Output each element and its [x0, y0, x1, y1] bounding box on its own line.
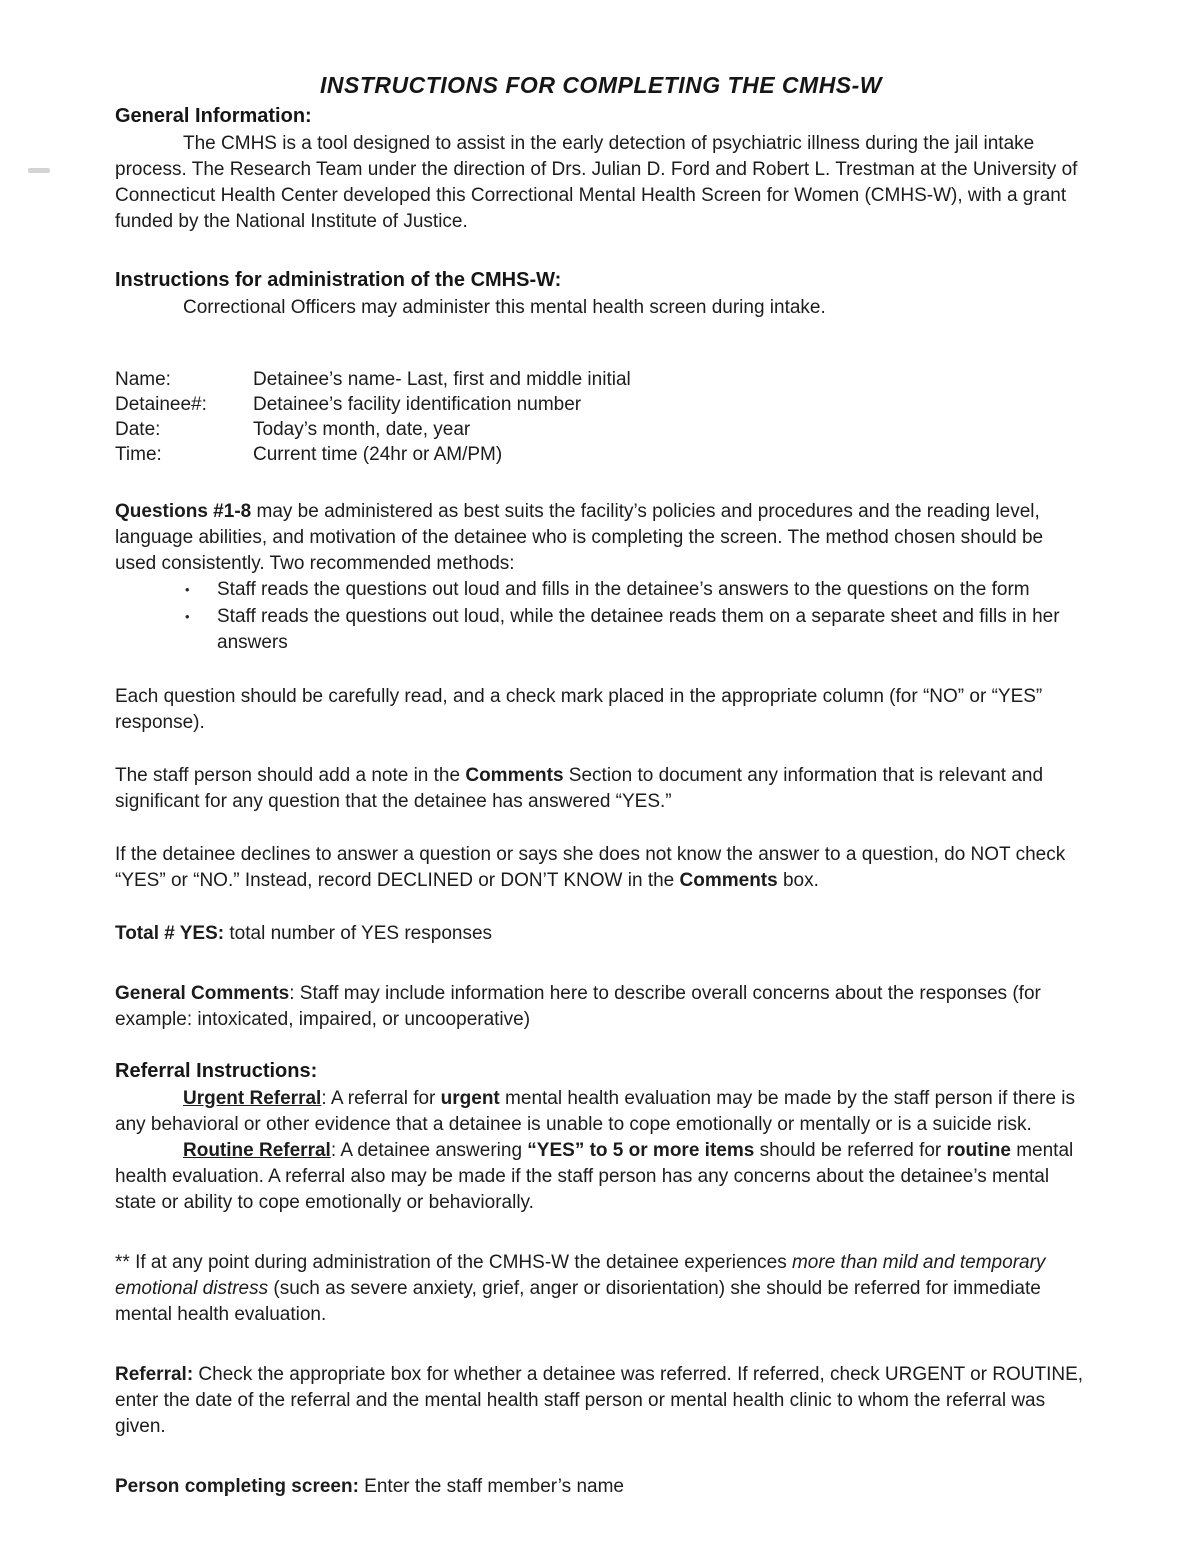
text-run: Total # YES:: [115, 923, 225, 944]
field-label: Date:: [115, 419, 161, 440]
text-run: box.: [777, 870, 819, 891]
field-description: Detainee’s name- Last, first and middle initial: [253, 369, 631, 390]
text-run: should be referred for: [754, 1140, 947, 1161]
text-run: : A detainee answering: [330, 1140, 528, 1161]
text-run: Comments: [679, 870, 778, 891]
text-run: Comments: [465, 765, 564, 786]
paragraph-general-information: The CMHS is a tool designed to assist in the early detection of psychiatric illness during the jail intake process. The Research Team under the direction of Drs. Julian D. Ford and Robert L. Trestman at the University of Connecticut Health Center developed this Correctional Mental Health Screen for Women (CMHS-W), with a grant funded by the National Institute of Justice.: [115, 133, 1078, 232]
text-run: more than mild and temporary emotional distress: [115, 1252, 1046, 1299]
text-run: total number of YES responses: [224, 923, 493, 944]
text-run: Section to document any information that is relevant and significant for any question that the detainee has answered “YES.”: [115, 765, 1044, 812]
paragraph-distress-note: [115, 1250, 1087, 1328]
document-title: INSTRUCTIONS FOR COMPLETING THE CMHS-W: [319, 72, 883, 98]
text-run: Questions #1-8: [115, 501, 252, 522]
heading-referral-instructions: Referral Instructions:: [115, 1060, 318, 1082]
text-run: routine: [946, 1140, 1011, 1161]
text-run: The staff person should add a note in the: [115, 765, 466, 786]
field-row-date: [115, 417, 1087, 442]
field-description: Today’s month, date, year: [253, 419, 471, 440]
text-run: Enter the staff member’s name: [358, 1476, 624, 1497]
field-row-detainee-number: [115, 392, 1087, 417]
text-run: Urgent Referral: [183, 1088, 322, 1109]
text-run: Routine Referral: [183, 1140, 331, 1161]
paragraph-general-comments: [115, 981, 1087, 1033]
field-label: Time:: [115, 444, 162, 465]
text-run: : Staff may include information here to describe overall concerns about the responses (for example: intoxicated, impaired, or uncooperative): [115, 983, 1041, 1030]
paragraph-questions-1-8: [115, 499, 1087, 577]
text-run: General Comments: [115, 983, 290, 1004]
field-label: Name:: [115, 369, 171, 390]
text-run: (such as severe anxiety, grief, anger or disorientation) she should be referred for immediate mental health evaluation.: [115, 1278, 1041, 1325]
paragraph-check-mark: [115, 684, 1087, 736]
text-run: Person completing screen:: [115, 1476, 359, 1497]
text-run: If the detainee declines to answer a question or says she does not know the answer to a question, do NOT check “YES” or “NO.” Instead, record DECLINED or DON’T KNOW in the: [115, 844, 1066, 891]
heading-administration: Instructions for administration of the CMHS-W:: [115, 269, 562, 291]
field-description: Current time (24hr or AM/PM): [253, 444, 503, 465]
text-run: Referral:: [115, 1364, 194, 1385]
field-row-name: [115, 367, 1087, 392]
field-label: Detainee#:: [115, 394, 207, 415]
paragraph-urgent-referral: [115, 1086, 1087, 1138]
text-run: mental health evaluation. A referral also may be made if the staff person has any concerns about the detainee’s mental state or ability to cope emotionally or behaviorally.: [115, 1140, 1074, 1213]
text-run: Each question should be carefully read, and a check mark placed in the appropriate column (for “NO” or “YES” response).: [115, 686, 1043, 733]
field-description: Detainee’s facility identification number: [253, 394, 582, 415]
paragraph-declines: [115, 842, 1087, 894]
text-run: “YES” to 5 or more items: [527, 1140, 755, 1161]
text-run: ** If at any point during administration of the CMHS-W the detainee experiences: [115, 1252, 792, 1273]
paragraph-routine-referral: [115, 1138, 1087, 1216]
paragraph-comments-note: [115, 763, 1087, 815]
paragraph-administration-intro: Correctional Officers may administer this mental health screen during intake.: [183, 297, 826, 318]
methods-bullet-list: [115, 577, 1087, 656]
text-run: urgent: [440, 1088, 500, 1109]
text-run: mental health evaluation may be made by the staff person if there is any behavioral or other evidence that a detainee is unable to cope emotionally or mentally or is a suicide risk.: [115, 1088, 1076, 1135]
text-run: Check the appropriate box for whether a detainee was referred. If referred, check URGENT or ROUTINE, enter the date of the referral and the mental health staff person or mental health clinic to whom the referral was given.: [115, 1364, 1084, 1437]
paragraph-person-completing: [115, 1474, 1087, 1500]
text-run: may be administered as best suits the facility’s policies and procedures and the reading level, language abilities, and motivation of the detainee who is completing the screen. The method chosen should be used consistently. Two recommended methods:: [115, 501, 1044, 574]
heading-general-information: General Information:: [115, 105, 312, 127]
document-page: [115, 72, 1087, 1527]
field-row-time: [115, 442, 1087, 467]
paragraph-referral: [115, 1362, 1087, 1440]
scan-artifact: [28, 168, 50, 173]
field-definitions: [115, 367, 1087, 467]
text-run: : A referral for: [321, 1088, 441, 1109]
bullet-item: • Staff reads the questions out loud, while the detainee reads them on a separate sheet and fills in her answers: [183, 604, 1087, 656]
bullet-item: • Staff reads the questions out loud and fills in the detainee’s answers to the questions on the form: [183, 577, 1087, 603]
paragraph-total-yes: [115, 921, 1087, 947]
